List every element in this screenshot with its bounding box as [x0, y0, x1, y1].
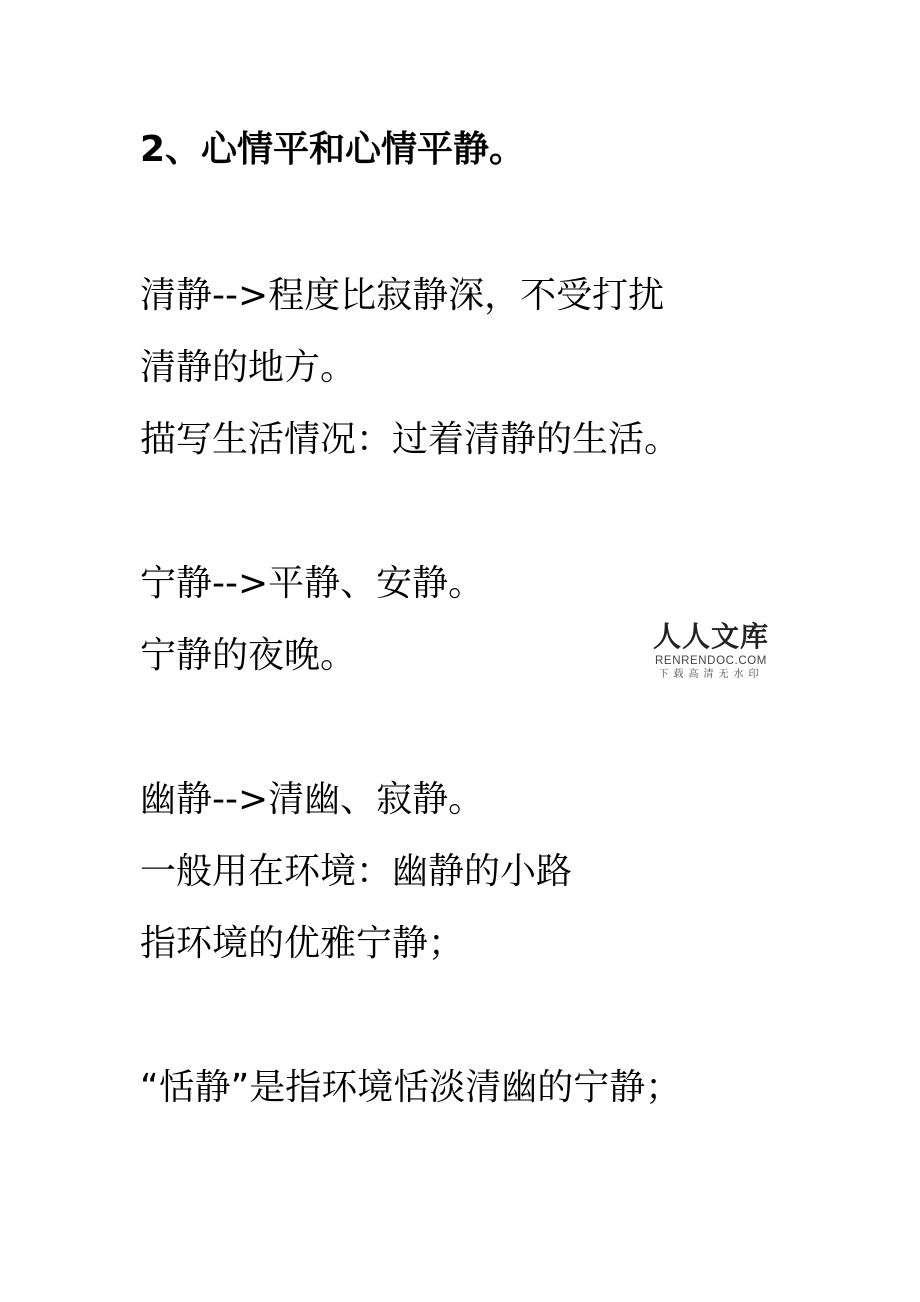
line-ningjing-example: 宁静的夜晚。 — [140, 635, 357, 676]
line-youjing-definition: 幽静-->清幽、寂静。 — [140, 779, 485, 820]
line-ningjing-definition: 宁静-->平静、安静。 — [140, 563, 485, 604]
line-youjing-meaning: 指环境的优雅宁静； — [140, 923, 465, 964]
line-tianjing-definition: “恬静”是指环境恬淡清幽的宁静； — [140, 1067, 682, 1108]
line-qingjing-example-1: 清静的地方。 — [140, 347, 357, 388]
watermark-logo — [646, 620, 776, 681]
watermark-title: 人人文库 — [652, 620, 769, 653]
watermark-site: RENRENDOC.COM — [655, 655, 767, 667]
line-youjing-usage: 一般用在环境：幽静的小路 — [140, 851, 573, 892]
watermark-subtitle: 下载高清无水印 — [658, 669, 764, 680]
line-heading: 2、心情平和心情平静。 — [140, 129, 526, 170]
line-qingjing-definition: 清静-->程度比寂静深，不受打扰 — [140, 275, 665, 316]
line-qingjing-example-2: 描写生活情况：过着清静的生活。 — [140, 419, 681, 460]
